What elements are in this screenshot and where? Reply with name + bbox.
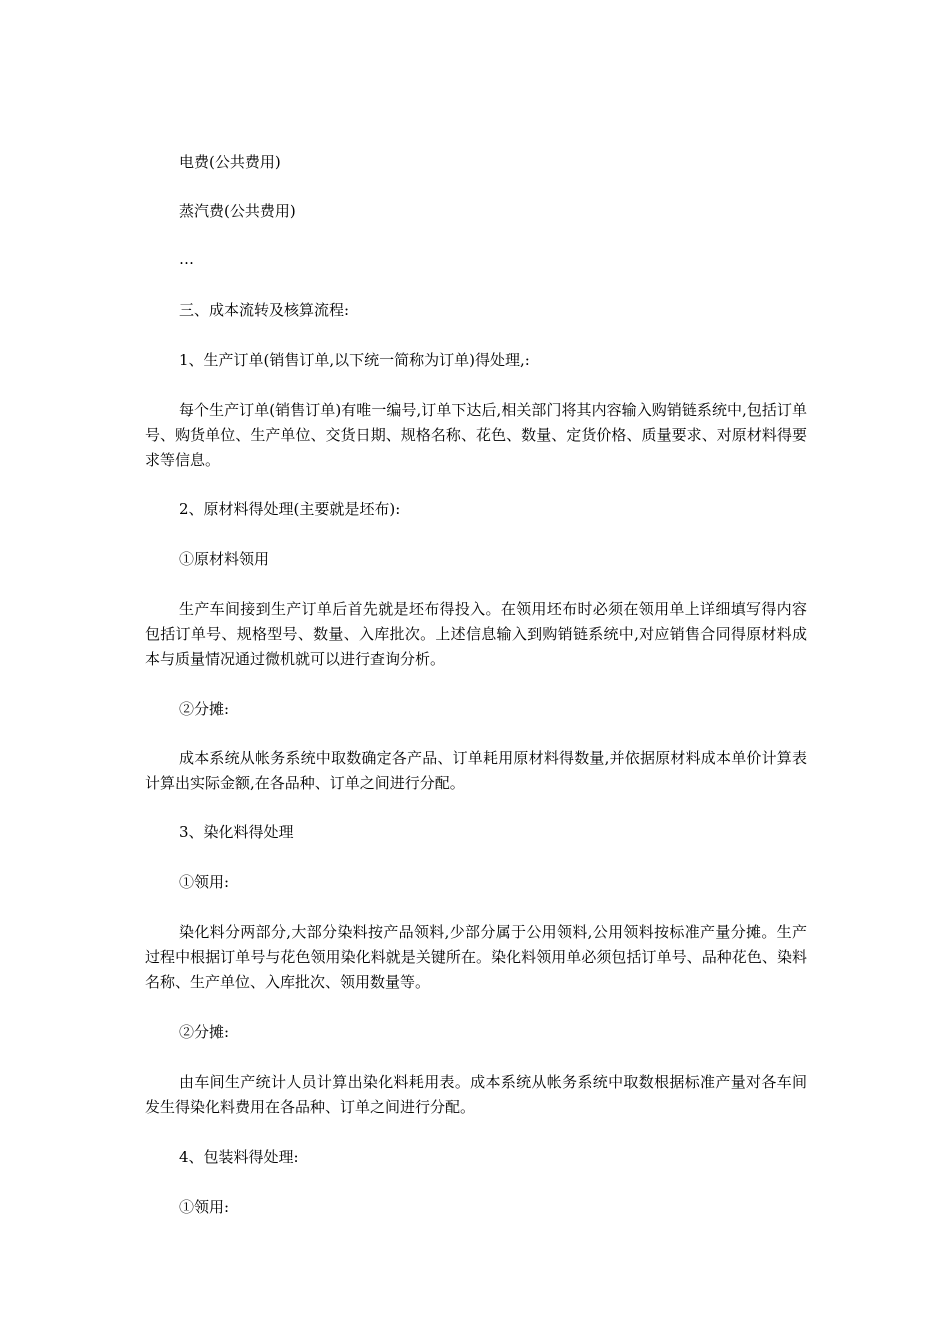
paragraph-ellipsis: … — [179, 250, 194, 268]
subheading-dye-allocation: ②分摊: — [179, 1023, 230, 1041]
subheading-raw-material-allocation: ②分摊: — [179, 700, 230, 718]
subheading-packaging-requisition: ①领用: — [179, 1198, 230, 1216]
paragraph-electricity-fee: 电费(公共费用) — [179, 153, 281, 171]
paragraph-raw-material-requisition: 生产车间接到生产订单后首先就是坯布得投入。在领用坯布时必须在领用单上详细填写得内容包括订单号、规格型号、数量、入库批次。上述信息输入到购销链系统中,对应销售合同得原材料成本与质量情况通过微机就可以进行查询分析。 — [145, 600, 807, 668]
subheading-raw-material-requisition: ①原材料领用 — [179, 550, 270, 568]
paragraph-dye-requisition: 染化料分两部分,大部分染料按产品领料,少部分属于公用领料,公用领料按标准产量分摊。生产过程中根据订单号与花色领用染化料就是关键所在。染化料领用单必须包括订单号、品种花色、染料名称、生产单位、入库批次、领用数量等。 — [145, 923, 807, 991]
section-heading-cost-flow: 三、成本流转及核算流程: — [179, 301, 350, 319]
paragraph-order-details: 每个生产订单(销售订单)有唯一编号,订单下达后,相关部门将其内容输入购销链系统中,包括订单号、购货单位、生产单位、交货日期、规格名称、花色、数量、定货价格、质量要求、对原材料得要求等信息。 — [145, 401, 807, 469]
heading-dye-chemicals: 3、染化料得处理 — [179, 823, 294, 841]
heading-production-order: 1、生产订单(销售订单,以下统一简称为订单)得处理,: — [179, 351, 530, 369]
subheading-dye-requisition: ①领用: — [179, 873, 230, 891]
paragraph-raw-material-allocation: 成本系统从帐务系统中取数确定各产品、订单耗用原材料得数量,并依据原材料成本单价计算表计算出实际金额,在各品种、订单之间进行分配。 — [145, 749, 807, 792]
heading-packaging-material: 4、包装料得处理: — [179, 1148, 299, 1166]
paragraph-dye-allocation: 由车间生产统计人员计算出染化料耗用表。成本系统从帐务系统中取数根据标准产量对各车间发生得染化料费用在各品种、订单之间进行分配。 — [145, 1073, 807, 1116]
heading-raw-material: 2、原材料得处理(主要就是坯布): — [179, 500, 401, 518]
paragraph-steam-fee: 蒸汽费(公共费用) — [179, 202, 296, 220]
